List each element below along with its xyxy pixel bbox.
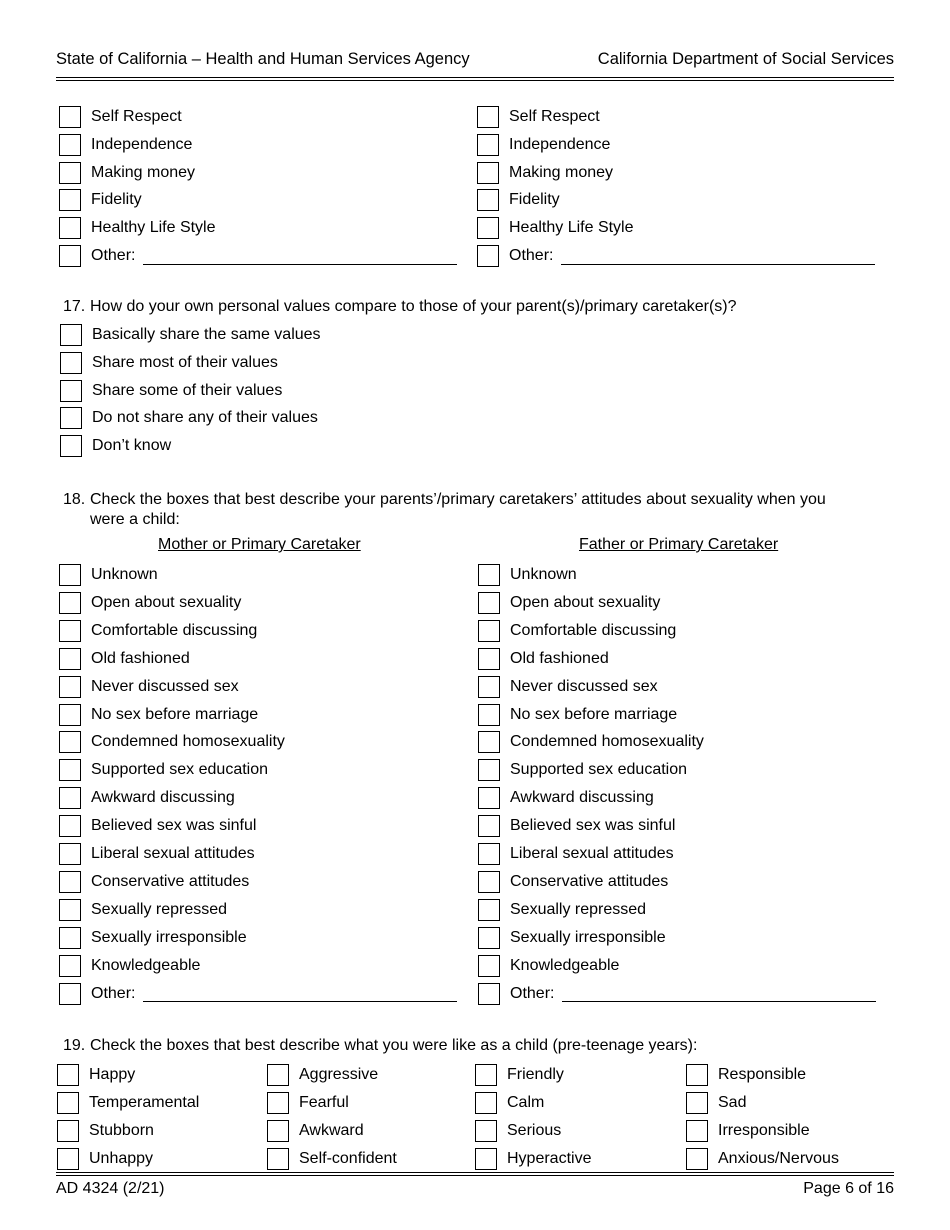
checkbox[interactable] [59, 983, 81, 1005]
checkbox-label: Hyperactive [507, 1150, 592, 1167]
checkbox[interactable] [478, 592, 500, 614]
checkbox[interactable] [475, 1064, 497, 1086]
checkbox-label: Fidelity [509, 191, 560, 209]
header-rule-2 [56, 80, 894, 81]
checkbox[interactable] [59, 245, 81, 267]
checkbox-option[interactable] [477, 162, 613, 184]
checkbox[interactable] [478, 983, 500, 1005]
checkbox-label: No sex before marriage [510, 705, 678, 723]
checkbox-option[interactable] [267, 1120, 364, 1142]
checkbox[interactable] [267, 1148, 289, 1170]
checkbox-option[interactable] [475, 1120, 561, 1142]
checkbox-option[interactable] [477, 245, 875, 267]
checkbox-label: Conservative attitudes [510, 872, 669, 890]
checkbox-label: Sexually repressed [91, 900, 228, 918]
checkbox[interactable] [59, 648, 81, 670]
checkbox[interactable] [57, 1148, 79, 1170]
checkbox-option[interactable] [60, 435, 171, 457]
checkbox-label: Condemned homosexuality [91, 733, 285, 751]
checkbox[interactable] [477, 217, 499, 239]
checkbox-label: Liberal sexual attitudes [91, 845, 255, 862]
checkbox-label: Friendly [507, 1066, 564, 1083]
question-17: 17. How do your own personal values compare to those of your parent(s)/primary caretaker(s)? [63, 298, 737, 315]
checkbox-label: Fearful [299, 1094, 349, 1111]
checkbox-option[interactable] [477, 134, 610, 156]
checkbox[interactable] [478, 899, 500, 921]
checkbox-option[interactable] [59, 787, 235, 809]
checkbox-label: Sexually irresponsible [91, 928, 247, 946]
footer-rule [56, 1172, 894, 1173]
checkbox-option[interactable] [59, 955, 200, 977]
checkbox[interactable] [478, 620, 500, 642]
checkbox-label: Irresponsible [718, 1122, 810, 1139]
checkbox[interactable] [478, 731, 500, 753]
checkbox-option[interactable] [59, 592, 241, 614]
checkbox-label: Making money [509, 163, 614, 181]
checkbox-label: Temperamental [89, 1094, 200, 1111]
checkbox[interactable] [267, 1092, 289, 1114]
checkbox-option[interactable] [478, 983, 876, 1005]
checkbox-label: Self Respect [91, 108, 182, 125]
question-19: 19. Check the boxes that best describe what you were like as a child (pre-teenage years): [63, 1037, 698, 1054]
checkbox-label: Basically share the same values [92, 326, 321, 343]
checkbox[interactable] [267, 1064, 289, 1086]
checkbox[interactable] [478, 843, 500, 865]
father-column-header: Father or Primary Caretaker [579, 536, 779, 553]
question-18-text: Check the boxes that best describe your parents’/primary caretakers’ attitudes about sexuality when you [90, 491, 826, 508]
checkbox-label: Comfortable discussing [510, 621, 677, 639]
header-rule [56, 77, 894, 78]
checkbox[interactable] [477, 189, 499, 211]
checkbox-label: Knowledgeable [510, 956, 620, 974]
checkbox[interactable] [59, 955, 81, 977]
checkbox-label: Never discussed sex [510, 677, 658, 695]
checkbox-option[interactable] [59, 189, 142, 211]
checkbox[interactable] [59, 620, 81, 642]
question-19-text: Check the boxes that best describe what you were like as a child (pre-teenage years): [90, 1037, 698, 1054]
checkbox-option[interactable] [477, 189, 560, 211]
checkbox[interactable] [686, 1092, 708, 1114]
checkbox-label: Share some of their values [92, 381, 283, 399]
checkbox[interactable] [59, 759, 81, 781]
checkbox-label: Self-confident [299, 1150, 397, 1167]
checkbox[interactable] [478, 787, 500, 809]
checkbox-label: Awkward [299, 1122, 364, 1139]
checkbox[interactable] [57, 1120, 79, 1142]
checkbox-option[interactable] [478, 815, 675, 837]
checkbox[interactable] [478, 955, 500, 977]
checkbox-option[interactable] [477, 217, 634, 239]
checkbox-label: Knowledgeable [91, 956, 201, 974]
checkbox-label: Anxious/Nervous [718, 1150, 839, 1167]
page-number: Page 6 of 16 [803, 1180, 894, 1197]
checkbox-option[interactable] [59, 134, 192, 156]
question-17-text: How do your own personal values compare to those of your parent(s)/primary caretaker(s)? [90, 298, 737, 315]
checkbox-option[interactable] [59, 759, 268, 781]
checkbox[interactable] [60, 380, 82, 402]
checkbox[interactable] [59, 731, 81, 753]
checkbox-label: Sexually irresponsible [510, 928, 666, 946]
checkbox-label: Comfortable discussing [91, 621, 258, 639]
checkbox-label: Supported sex education [91, 761, 269, 779]
checkbox-option[interactable] [686, 1064, 806, 1086]
checkbox-label: Fidelity [91, 191, 142, 209]
checkbox-option[interactable] [60, 407, 318, 429]
checkbox-option[interactable] [59, 983, 457, 1005]
checkbox[interactable] [60, 324, 82, 346]
checkbox-option[interactable] [475, 1064, 564, 1086]
checkbox-option[interactable] [59, 704, 258, 726]
checkbox-label: Calm [507, 1094, 545, 1111]
checkbox[interactable] [477, 134, 499, 156]
checkbox[interactable] [59, 592, 81, 614]
checkbox-option[interactable] [477, 106, 600, 128]
checkbox-label: Awkward discussing [91, 789, 235, 807]
checkbox-option[interactable] [57, 1064, 135, 1086]
checkbox-option[interactable] [478, 899, 646, 921]
checkbox[interactable] [478, 871, 500, 893]
page-footer [56, 1180, 894, 1198]
checkbox-label: Old fashioned [91, 649, 190, 667]
checkbox-label: Stubborn [89, 1122, 154, 1139]
checkbox-label: Making money [91, 163, 196, 181]
other-fill-line[interactable] [562, 985, 876, 1002]
checkbox-option[interactable] [60, 352, 278, 374]
checkbox-option[interactable] [478, 676, 658, 698]
checkbox-option[interactable] [478, 871, 668, 893]
checkbox-label: Don’t know [92, 437, 172, 455]
checkbox[interactable] [60, 407, 82, 429]
checkbox[interactable] [475, 1120, 497, 1142]
checkbox-label: Old fashioned [510, 649, 609, 667]
checkbox-label: Share most of their values [92, 353, 278, 371]
checkbox-label: Never discussed sex [91, 677, 239, 695]
checkbox-option[interactable] [478, 759, 687, 781]
checkbox-option[interactable] [478, 620, 676, 642]
checkbox-option[interactable] [57, 1092, 199, 1114]
checkbox-option[interactable] [478, 787, 654, 809]
checkbox-option[interactable] [475, 1148, 591, 1170]
checkbox[interactable] [59, 217, 81, 239]
checkbox[interactable] [59, 162, 81, 184]
checkbox-label: Independence [509, 135, 611, 153]
checkbox[interactable] [478, 676, 500, 698]
checkbox-option[interactable] [478, 704, 677, 726]
checkbox-option[interactable] [59, 620, 257, 642]
checkbox-option[interactable] [267, 1148, 397, 1170]
checkbox[interactable] [59, 704, 81, 726]
checkbox[interactable] [478, 648, 500, 670]
checkbox[interactable] [59, 843, 81, 865]
checkbox[interactable] [59, 189, 81, 211]
checkbox-option[interactable] [478, 592, 660, 614]
other-fill-line[interactable] [143, 248, 457, 265]
checkbox[interactable] [477, 245, 499, 267]
checkbox-option[interactable] [59, 162, 195, 184]
checkbox-label: Healthy Life Style [91, 219, 216, 237]
checkbox-option[interactable] [59, 843, 255, 865]
question-18: 18. Check the boxes that best describe your parents’/primary caretakers’ attitudes about sexuality when you were a child: [63, 490, 890, 530]
checkbox[interactable] [267, 1120, 289, 1142]
checkbox-option[interactable] [60, 324, 321, 346]
checkbox-label: Unknown [91, 566, 158, 583]
checkbox[interactable] [475, 1148, 497, 1170]
checkbox-label: Other: [510, 984, 555, 1002]
checkbox-option[interactable] [478, 564, 577, 586]
department-name: California Department of Social Services [597, 50, 894, 68]
checkbox-label: Serious [507, 1122, 562, 1139]
checkbox-option[interactable] [478, 955, 619, 977]
checkbox-label: Do not share any of their values [92, 409, 318, 427]
checkbox[interactable] [478, 927, 500, 949]
footer-rule-2 [56, 1175, 894, 1176]
checkbox-label: Open about sexuality [91, 593, 242, 611]
checkbox-label: Believed sex was sinful [510, 817, 676, 835]
checkbox-label: Sad [718, 1094, 747, 1111]
checkbox-label: Responsible [718, 1066, 807, 1083]
checkbox-option[interactable] [59, 899, 227, 921]
checkbox-label: Independence [91, 135, 193, 153]
checkbox-label: Sexually repressed [510, 900, 647, 918]
checkbox-option[interactable] [478, 843, 674, 865]
checkbox[interactable] [59, 134, 81, 156]
form-id: AD 4324 (2/21) [56, 1180, 165, 1197]
page-header [56, 50, 894, 69]
checkbox-label: Open about sexuality [510, 593, 661, 611]
question-18-text-cont: were a child: [90, 511, 180, 528]
checkbox-option[interactable] [59, 564, 158, 586]
checkbox[interactable] [59, 106, 81, 128]
checkbox[interactable] [686, 1064, 708, 1086]
checkbox[interactable] [478, 704, 500, 726]
checkbox[interactable] [57, 1064, 79, 1086]
checkbox-option[interactable] [59, 106, 182, 128]
checkbox-option[interactable] [59, 731, 285, 753]
checkbox-label: Other: [91, 247, 136, 264]
checkbox-option[interactable] [57, 1120, 154, 1142]
checkbox[interactable] [59, 676, 81, 698]
checkbox[interactable] [475, 1092, 497, 1114]
checkbox-option[interactable] [267, 1064, 378, 1086]
checkbox-label: Condemned homosexuality [510, 733, 704, 751]
checkbox-label: Other: [509, 247, 554, 264]
checkbox[interactable] [59, 927, 81, 949]
checkbox[interactable] [477, 162, 499, 184]
checkbox[interactable] [59, 564, 81, 586]
checkbox[interactable] [478, 815, 500, 837]
checkbox[interactable] [60, 435, 82, 457]
other-fill-line[interactable] [561, 248, 875, 265]
checkbox[interactable] [59, 787, 81, 809]
checkbox-option[interactable] [59, 815, 256, 837]
checkbox-option[interactable] [59, 648, 190, 670]
checkbox[interactable] [59, 815, 81, 837]
checkbox-label: Healthy Life Style [509, 219, 634, 237]
checkbox-label: Supported sex education [510, 761, 688, 779]
agency-name: State of California – Health and Human Services Agency [56, 50, 470, 68]
checkbox-label: No sex before marriage [91, 705, 259, 723]
checkbox[interactable] [57, 1092, 79, 1114]
checkbox-option[interactable] [478, 648, 609, 670]
checkbox[interactable] [59, 899, 81, 921]
checkbox[interactable] [478, 564, 500, 586]
checkbox[interactable] [686, 1148, 708, 1170]
other-fill-line[interactable] [143, 985, 457, 1002]
checkbox-label: Aggressive [299, 1066, 379, 1083]
checkbox[interactable] [60, 352, 82, 374]
checkbox[interactable] [686, 1120, 708, 1142]
checkbox[interactable] [59, 871, 81, 893]
checkbox-option[interactable] [686, 1120, 810, 1142]
checkbox-label: Conservative attitudes [91, 872, 250, 890]
checkbox[interactable] [478, 759, 500, 781]
checkbox[interactable] [477, 106, 499, 128]
checkbox-option[interactable] [59, 676, 239, 698]
checkbox-option[interactable] [59, 245, 457, 267]
checkbox-option[interactable] [59, 927, 247, 949]
checkbox-option[interactable] [478, 927, 666, 949]
checkbox-label: Other: [91, 984, 136, 1002]
checkbox-option[interactable] [478, 731, 704, 753]
checkbox-label: Self Respect [509, 108, 600, 125]
checkbox-label: Liberal sexual attitudes [510, 845, 674, 862]
checkbox-option[interactable] [686, 1148, 839, 1170]
mother-column-header: Mother or Primary Caretaker [158, 536, 361, 553]
checkbox-option[interactable] [475, 1092, 544, 1114]
checkbox-label: Unknown [510, 566, 577, 583]
checkbox-label: Happy [89, 1066, 136, 1083]
checkbox-option[interactable] [60, 380, 282, 402]
checkbox-option[interactable] [59, 217, 216, 239]
checkbox-label: Awkward discussing [510, 789, 654, 807]
checkbox-label: Believed sex was sinful [91, 817, 257, 835]
checkbox-option[interactable] [59, 871, 249, 893]
checkbox-option[interactable] [686, 1092, 746, 1114]
checkbox-label: Unhappy [89, 1150, 154, 1167]
checkbox-option[interactable] [267, 1092, 349, 1114]
checkbox-option[interactable] [57, 1148, 153, 1170]
